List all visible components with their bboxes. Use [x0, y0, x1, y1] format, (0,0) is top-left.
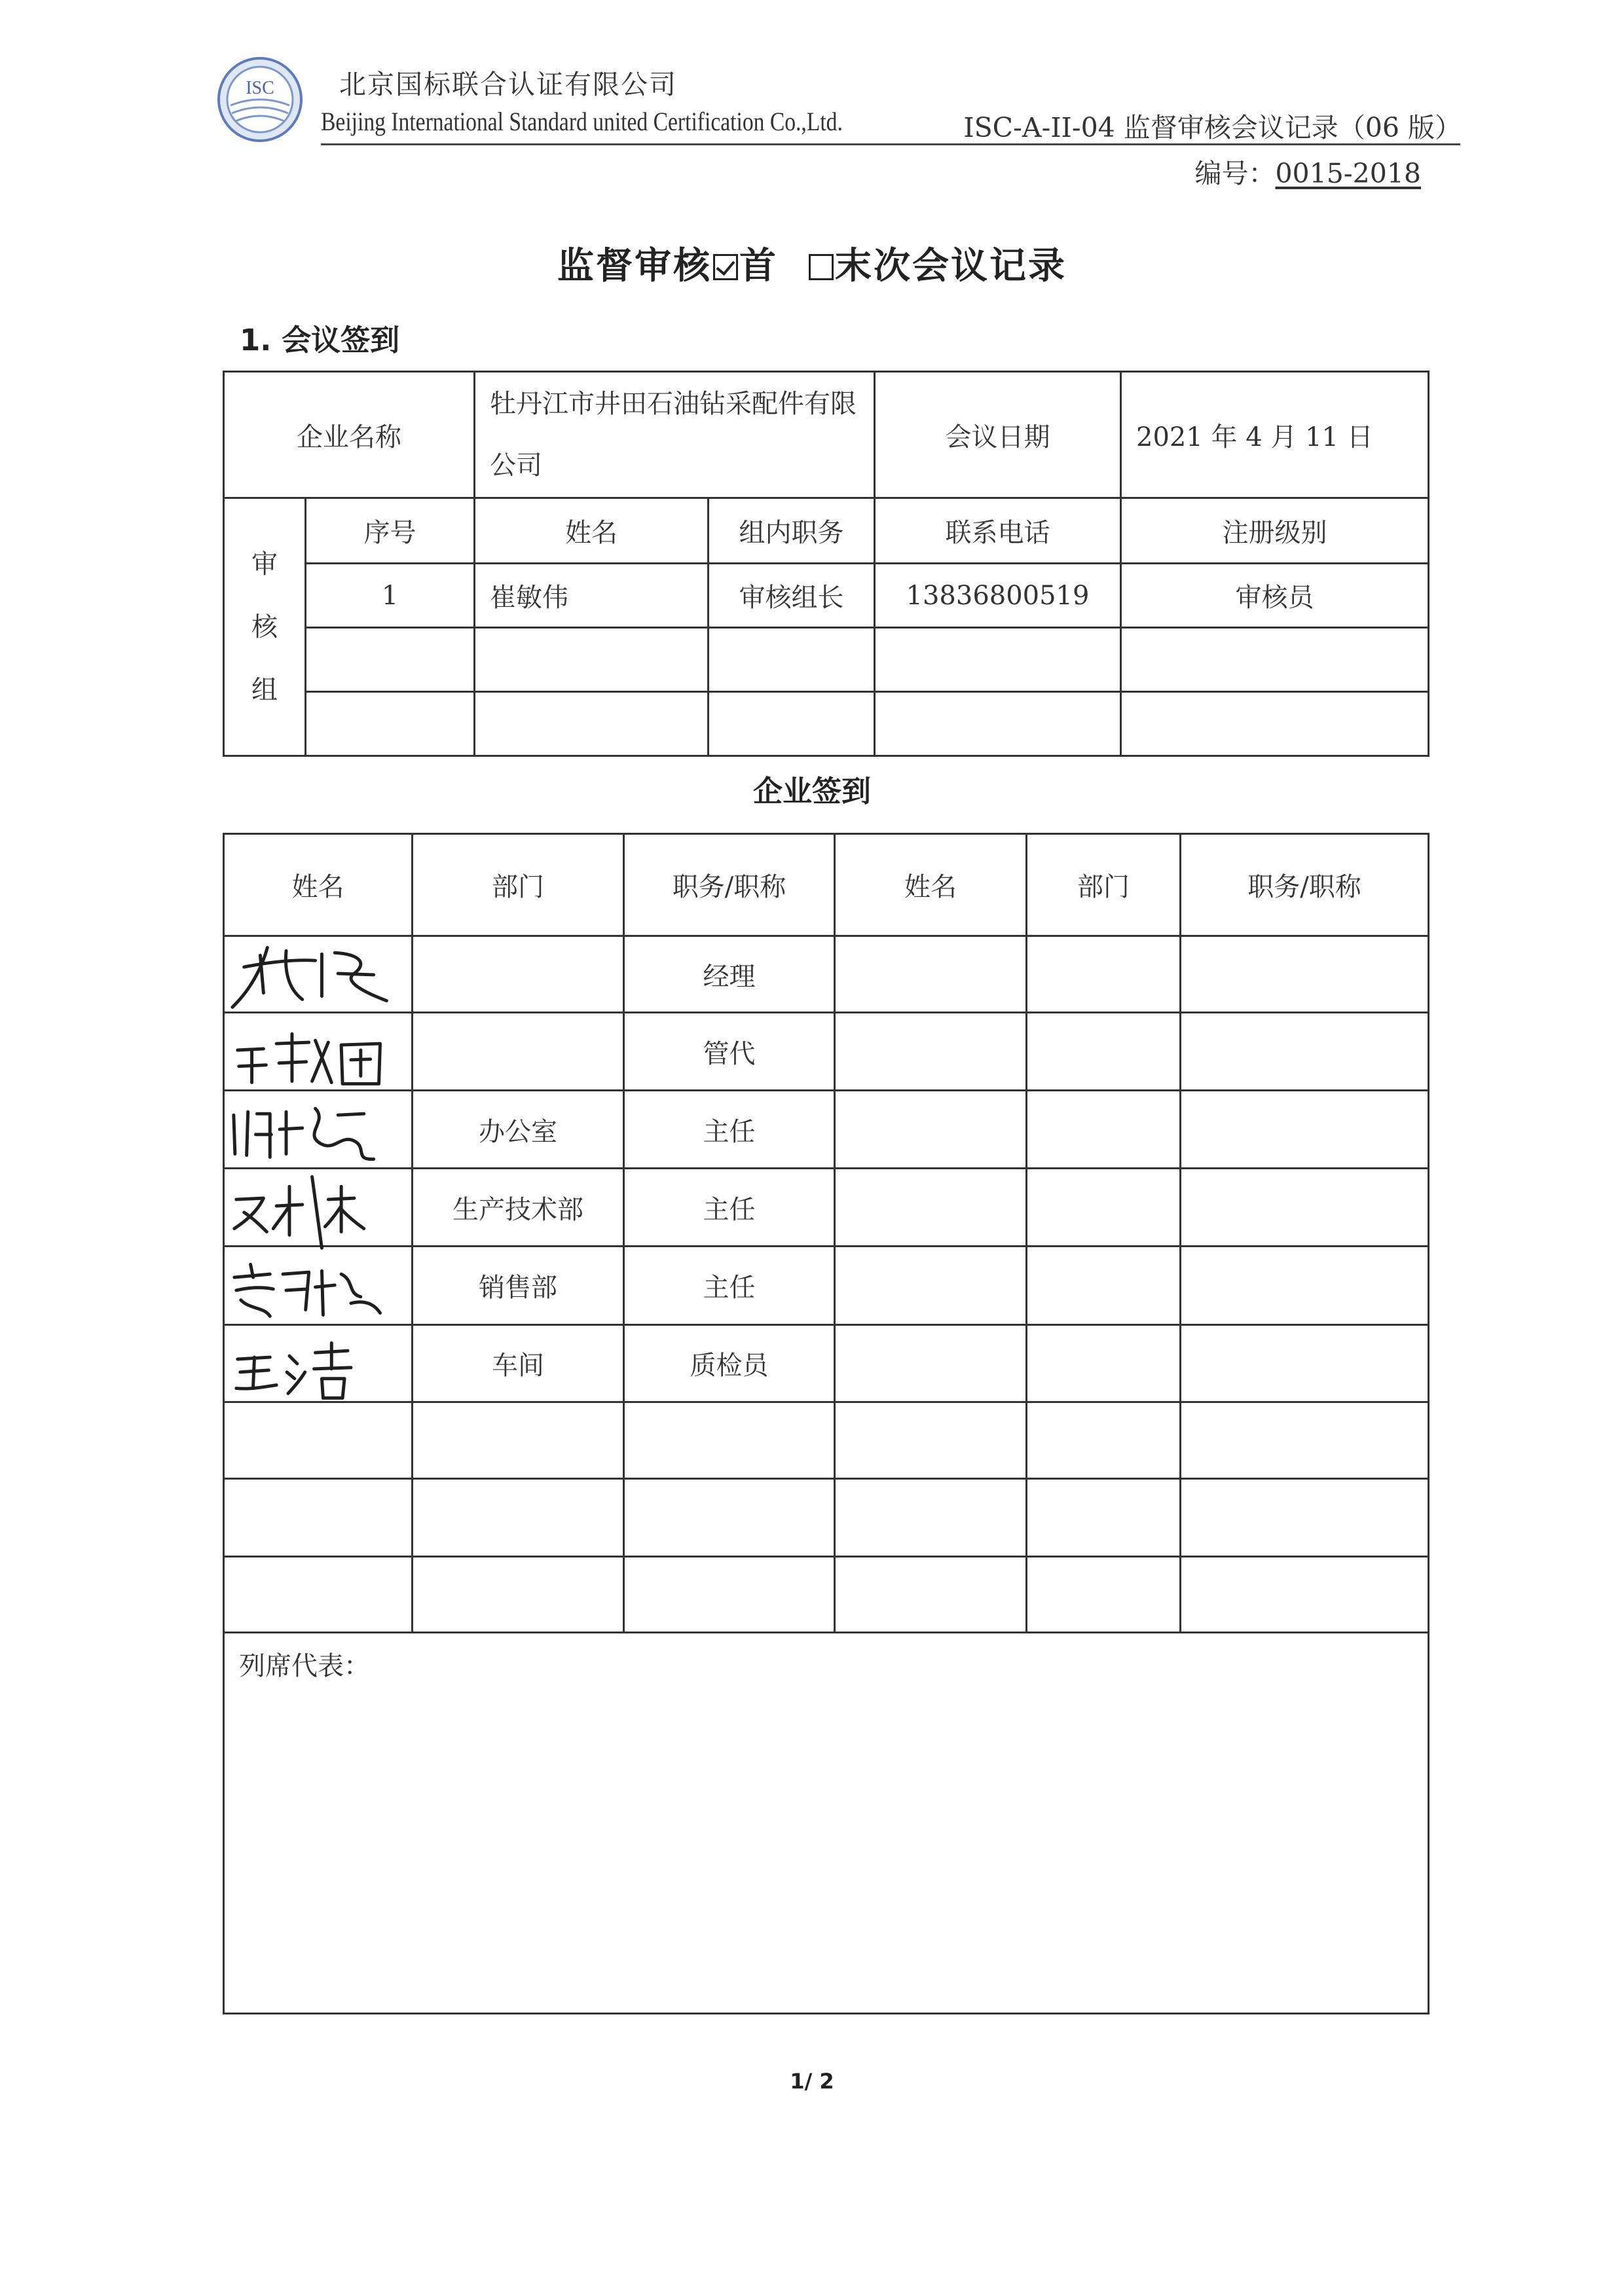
logo-text: ISC: [246, 78, 274, 98]
col-header-level: 注册级别: [1121, 498, 1429, 564]
col-header-seq: 序号: [306, 498, 475, 564]
cell-position: [624, 1479, 835, 1557]
cell-level: [1121, 628, 1429, 692]
cell-dept: 生产技术部: [413, 1169, 624, 1247]
signature-cell: [224, 1325, 413, 1402]
audit-team-char: 审: [251, 549, 278, 579]
cell-position: 主任: [624, 1247, 835, 1325]
audit-team-label: [224, 498, 306, 756]
table-row: [224, 1479, 1429, 1557]
table-row: [224, 1013, 1429, 1091]
serial-number: [1194, 152, 1421, 191]
attendees-box: [224, 1633, 1429, 2014]
signature-cell: [224, 1091, 413, 1169]
form-code: ISC-A-II-04 监督审核会议记录（06 版）: [963, 112, 1462, 143]
audit-team-char: 核: [251, 611, 278, 642]
cell-name: [475, 628, 709, 692]
cell-dept: 销售部: [413, 1247, 624, 1325]
meeting-table: [223, 371, 1430, 757]
col-header-position-2: 职务/职称: [1181, 834, 1429, 936]
cell-dept: [413, 1013, 624, 1091]
cell-level: [1121, 692, 1429, 756]
isc-logo: [216, 56, 304, 144]
col-header-phone: 联系电话: [875, 498, 1121, 564]
cell-level: 审核员: [1121, 564, 1429, 628]
cell-seq: [306, 692, 475, 756]
cell-position: 主任: [624, 1169, 835, 1247]
enterprise-signin-title: 企业签到: [752, 774, 871, 809]
handwritten-signature: [225, 1004, 411, 1093]
cell-position: 质检员: [624, 1325, 835, 1402]
cell-dept: 车间: [413, 1325, 624, 1402]
cell-role: [709, 692, 875, 756]
cell-position: 经理: [624, 936, 835, 1013]
document-title: [0, 237, 1624, 289]
table-row: [224, 692, 1429, 756]
first-meeting-checkbox[interactable]: [713, 254, 738, 280]
col-header-name: 姓名: [224, 834, 413, 936]
section-title: 1. 会议签到: [240, 323, 400, 357]
handwritten-signature: [225, 928, 411, 1016]
company-label: 企业名称: [224, 372, 475, 498]
company-name-cn: 北京国标联合认证有限公司: [339, 69, 677, 100]
table-row: [224, 564, 1429, 628]
handwritten-signature: [225, 1160, 411, 1248]
table-row: [224, 1091, 1429, 1169]
signature-cell: [224, 1013, 413, 1091]
date-label: 会议日期: [875, 372, 1121, 498]
col-header-dept-2: 部门: [1027, 834, 1181, 936]
title-option-last: 末次会议记录: [835, 245, 1067, 287]
enterprise-signin-table: [223, 833, 1430, 2014]
col-header-role: 组内职务: [709, 498, 875, 564]
cell-phone: 13836800519: [875, 564, 1121, 628]
title-option-first: 首: [739, 245, 778, 287]
signature-cell: [224, 1247, 413, 1325]
cell-name: 崔敏伟: [475, 564, 709, 628]
table-row: [224, 628, 1429, 692]
serial-label: 编号：: [1194, 158, 1276, 189]
signature-cell: [224, 936, 413, 1013]
col-header-position: 职务/职称: [624, 834, 835, 936]
serial-value: 0015-2018: [1275, 158, 1421, 189]
audit-team-char: 组: [251, 674, 278, 705]
attendees-label: 列席代表：: [239, 1651, 370, 1681]
company-name-en: Beijing International Standard united Certification Co.,Ltd.: [321, 107, 843, 136]
cell-position: 主任: [624, 1091, 835, 1169]
cell-dept: [413, 1557, 624, 1633]
cell-dept: 办公室: [413, 1091, 624, 1169]
cell-phone: [875, 692, 1121, 756]
cell-dept: [413, 1402, 624, 1479]
cell-position: [624, 1557, 835, 1633]
cell-role: [709, 628, 875, 692]
table-row: [224, 936, 1429, 1013]
last-meeting-checkbox[interactable]: [809, 254, 834, 280]
handwritten-signature: [225, 1238, 411, 1326]
cell-dept: [413, 1479, 624, 1557]
cell-name: [475, 692, 709, 756]
cell-role: 审核组长: [709, 564, 875, 628]
cell-position: 管代: [624, 1013, 835, 1091]
table-row: [224, 1325, 1429, 1402]
date-value: 2021 年 4 月 11 日: [1121, 372, 1429, 498]
header-divider: [321, 143, 1460, 145]
cell-dept: [413, 936, 624, 1013]
table-row: [224, 1169, 1429, 1247]
cell-seq: 1: [306, 564, 475, 628]
table-row: [224, 1557, 1429, 1633]
handwritten-signature: [225, 1317, 411, 1405]
col-header-dept: 部门: [413, 834, 624, 936]
handwritten-signature: [225, 1082, 411, 1171]
col-header-name: 姓名: [475, 498, 709, 564]
page-number: 1/ 2: [790, 2069, 834, 2094]
table-row: [224, 1247, 1429, 1325]
cell-seq: [306, 628, 475, 692]
table-row: [224, 1402, 1429, 1479]
col-header-name-2: 姓名: [835, 834, 1027, 936]
company-name-value: 牡丹江市井田石油钻采配件有限公司: [475, 372, 875, 498]
signature-cell: [224, 1169, 413, 1247]
cell-phone: [875, 628, 1121, 692]
cell-position: [624, 1402, 835, 1479]
title-prefix: 监督审核: [557, 245, 712, 287]
